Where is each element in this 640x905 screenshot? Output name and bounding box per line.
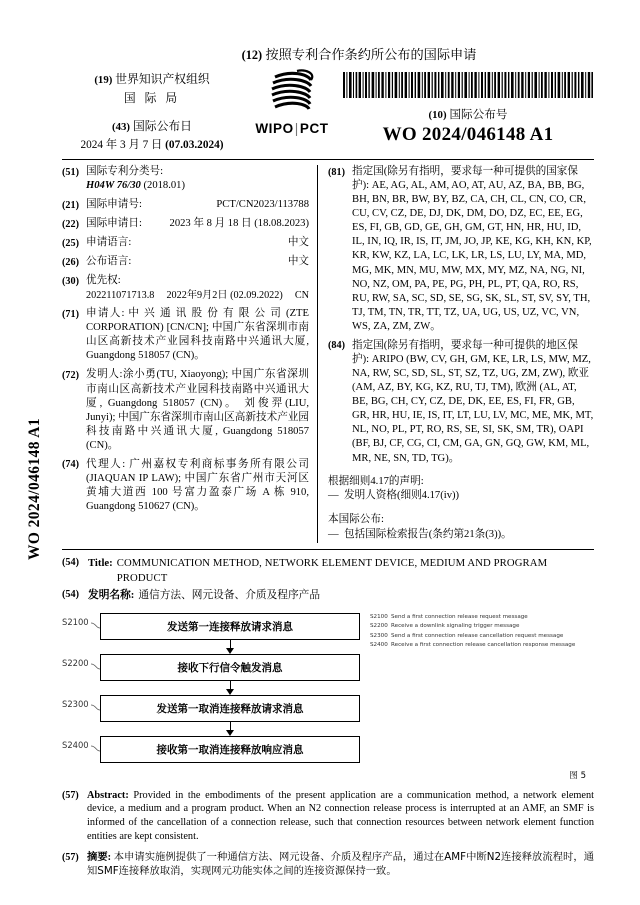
- abstract-en-code: (57): [62, 789, 79, 801]
- header-left: [62, 68, 242, 152]
- field-agent: [62, 458, 309, 514]
- field-ipc: [62, 165, 309, 193]
- figure-caption: 图 5: [569, 770, 586, 781]
- annotation-s2300: [370, 632, 588, 640]
- logo-divider: |: [294, 121, 299, 136]
- flow-arrow-2: [100, 681, 360, 695]
- priority-date: 2022年9月2日 (02.09.2022): [166, 289, 283, 301]
- field-designated-regions-list: ARIPO (BW, CV, GH, GM, KE, LR, LS, MW, MZ, NA, RW, SC, SD, SL, ST, SZ, TZ, UG, ZM, ZW), 欧亚 (AM, AZ, BY, KG, KZ, RU, TJ, TM), 欧洲 (AL, AT, BE, BG, CH, CY, CZ, DE, DK, EE, ES, FI, FR, GB, GR, HR, HU, IE, IS, IT, LT, LU, LV, MC, ME, MK, MT, NL, NO, PL, PT, RO, RS, SE, SI, SK, SM, TR), OAPI (BF, BJ, CF, CG, CI, CM, GA, GN, GQ, GW, KM, ML, MR, NE, SN, TD, TG)。: [352, 354, 594, 464]
- annotation-s2400: [370, 641, 588, 649]
- field-priority-label: 优先权:: [86, 275, 121, 287]
- field-designated-states: [328, 165, 594, 334]
- annotation-code-s2200: S2200: [370, 623, 388, 630]
- publication-number-label: 国际公布号: [449, 108, 508, 121]
- field-publication-language: [62, 255, 309, 269]
- document-type-code: (12): [241, 48, 263, 62]
- title-section: [62, 556, 594, 603]
- title-section-divider: [62, 549, 594, 550]
- field-inventors: [62, 368, 309, 452]
- flow-step-3: 发送第一取消连接释放请求消息: [100, 695, 360, 722]
- field-filing-language-label: 申请语言:: [86, 237, 132, 249]
- international-bureau: 国 际 局: [123, 91, 181, 105]
- header-divider: [62, 159, 594, 160]
- field-ipc-edition: (2018.01): [143, 180, 185, 192]
- organization-name: 世界知识产权组织: [115, 72, 210, 86]
- figure-5: [62, 609, 594, 787]
- field-publication-language-value: 中文: [287, 256, 309, 268]
- declaration-entry: [328, 489, 594, 504]
- title-text-en: COMMUNICATION METHOD, NETWORK ELEMENT DEVICE, MEDIUM AND PROGRAM PRODUCT: [116, 556, 548, 584]
- abstract-zh-text: 本申请实施例提供了一种通信方法、网元设备、介质及程序产品，通过在AMF中断N2连接释放流程时，通知SMF连接释放取消，实现网元功能实体之间的连接资源保持一致。: [87, 851, 594, 877]
- annotation-code-s2100: S2100: [370, 613, 388, 620]
- abstract-zh-label: 摘要:: [87, 852, 112, 864]
- priority-country: CN: [294, 289, 309, 301]
- field-application-number-label: 国际申请号:: [86, 199, 142, 211]
- document-type-text: 按照专利合作条约所公布的国际申请: [265, 47, 477, 62]
- header-grid: [62, 68, 594, 152]
- publication-number-code: (10): [428, 109, 447, 121]
- step-label-s2300: S2300: [62, 698, 89, 709]
- declaration-item-text: 发明人资格(细则4.17(iv)): [344, 490, 460, 502]
- column-divider: [317, 165, 318, 543]
- annotation-text-s2300: Send a first connection release cancellation request message: [391, 632, 564, 639]
- bibliographic-left-column: [62, 165, 317, 543]
- annotation-s2100: [370, 613, 588, 621]
- declaration-dash: —: [328, 490, 339, 502]
- side-publication-number: WO 2024/046148 A1: [26, 417, 43, 560]
- field-inventors-code: (72): [62, 369, 79, 381]
- publication-entry: [328, 528, 594, 543]
- publication-dash: —: [328, 529, 339, 541]
- priority-number: 202211071713.8: [86, 289, 155, 301]
- publication-date-label: 国际公布日: [132, 119, 192, 133]
- publication-date-cn: 2024 年 3 月 7 日: [80, 139, 163, 151]
- publication-date-code: (43): [112, 121, 131, 133]
- field-publication-language-label: 公布语言:: [86, 256, 132, 268]
- abstract-en-text: Provided in the embodiments of the present application are a communication method, a network element device, a medium and a program product. When an N2 connection release process is interrupted at an AMF, an SMF is informed of the cancellation of a connection release, such that connection resources between network element function entities are kept consistent.: [87, 789, 594, 842]
- publication-item-text: 包括国际检索报告(条约第21条(3))。: [344, 529, 512, 541]
- annotation-text-s2100: Send a first connection release request message: [391, 613, 528, 620]
- title-code-zh: (54): [62, 588, 79, 600]
- field-designated-regions-code: (84): [328, 340, 345, 352]
- title-row-zh: [62, 588, 594, 603]
- abstract-section: [62, 789, 594, 878]
- field-applicant-code: (71): [62, 308, 79, 320]
- field-agent-code: (74): [62, 459, 79, 471]
- field-application-date: [62, 217, 309, 231]
- annotation-s2200: [370, 622, 588, 630]
- field-filing-language: [62, 236, 309, 250]
- field-designated-states-list: AE, AG, AL, AM, AO, AT, AU, AZ, BA, BB, BG, BH, BN, BR, BW, BY, BZ, CA, CH, CL, CN, CO, CR, CU, CV, CZ, DE, DJ, DK, DM, DO, DZ, EC, EE, EG, ES, FI, GB, GD, GE, GH, GM, GT, HN, HR, HU, ID, IL, IN, IQ, IR, IS, IT, JM, JO, JP, KE, KG, KH, KN, KP, KR, KW, KZ, LA, LC, LK, LR, LS, LU, LY, MA, MD, MG, MK, MN, MU, MW, MX, MY, MZ, NA, NG, NI, NO, NZ, OM, PA, PE, PG, PH, PL, PT, QA, RO, RS, RU, RW, SA, SC, SD, SE, SG, SK, SL, ST, SV, SY, TH, TJ, TM, TN, TR, TT, TZ, UA, UG, US, UZ, VC, VN, WS, ZA, ZM, ZW。: [352, 180, 592, 332]
- annotation-code-s2400: S2400: [370, 642, 388, 649]
- field-applicant: [62, 307, 309, 363]
- field-application-date-code: (22): [62, 218, 79, 230]
- declaration-heading: 根据细则4.17的声明:: [328, 475, 424, 487]
- field-ipc-label: 国际专利分类号:: [86, 166, 164, 177]
- wipo-logo-text: [242, 121, 342, 136]
- flow-step-4: 接收第一取消连接释放响应消息: [100, 736, 360, 763]
- title-code-en: (54): [62, 556, 79, 568]
- flow-arrow-3: [100, 722, 360, 736]
- flow-step-2: 接收下行信令触发消息: [100, 654, 360, 681]
- field-application-date-value: 2023 年 8 月 18 日 (18.08.2023): [169, 218, 309, 230]
- title-row-en: [62, 556, 594, 586]
- field-application-date-label: 国际申请日:: [86, 218, 142, 230]
- field-filing-language-code: (25): [62, 237, 79, 249]
- abstract-zh-code: (57): [62, 852, 79, 864]
- step-label-s2100: S2100: [62, 616, 89, 627]
- publication-date-label-line: [62, 117, 242, 134]
- pct-wordmark: PCT: [299, 121, 329, 136]
- step-label-s2200: S2200: [62, 657, 89, 668]
- field-application-number-code: (21): [62, 199, 79, 211]
- field-application-number: [62, 198, 309, 212]
- publication-number-value: WO 2024/046148 A1: [382, 124, 554, 145]
- flow-step-1: 发送第一连接释放请求消息: [100, 613, 360, 640]
- figure-annotations: [370, 613, 588, 651]
- field-applicant-text: 申请人: 中 兴 通 讯 股 份 有 限 公 司 (ZTE CORPORATION) [CN/CN]; 中国广东省深圳市南山区高新技术产业园科技南路中兴通讯大厦, Guangdong 518057 (CN)。: [86, 308, 309, 362]
- organization-line: [62, 70, 242, 87]
- barcode: [343, 72, 593, 98]
- publication-heading: 本国际公布:: [328, 514, 384, 526]
- publication-contents-block: [328, 513, 594, 543]
- flowchart: [100, 613, 360, 763]
- declarations-block: [328, 475, 594, 505]
- wipo-wordmark: WIPO: [255, 121, 294, 136]
- field-designated-states-code: (81): [328, 166, 345, 178]
- flow-arrow-1: [100, 640, 360, 654]
- publication-number-label-line: [342, 106, 594, 122]
- field-designated-regions: [328, 339, 594, 466]
- field-priority: [62, 274, 309, 302]
- annotation-text-s2200: Receive a downlink signaling trigger message: [391, 623, 520, 630]
- abstract-en: [62, 789, 594, 843]
- publication-date-iso: (07.03.2024): [165, 139, 224, 151]
- header-right: [342, 68, 594, 146]
- field-ipc-value: H04W 76/30: [86, 180, 141, 192]
- field-agent-text: 代理人: 广州嘉权专利商标事务所有限公司 (JIAQUAN IP LAW); 中国广东省广州市天河区黄埔大道西 100 号富力盈泰广场 A 栋 910, Guangdong 510627 (CN)。: [86, 458, 309, 513]
- step-label-s2400: S2400: [62, 739, 89, 750]
- document-content: [62, 34, 594, 877]
- annotation-text-s2400: Receive a first connection release cancellation response message: [391, 642, 576, 649]
- abstract-en-label: Abstract:: [87, 789, 129, 801]
- field-designated-regions-label: 指定国(除另有指明，要求每一种可提供的地区保护):: [352, 339, 578, 366]
- publication-date-value: [62, 136, 242, 152]
- field-designated-states-label: 指定国(除另有指明，要求每一种可提供的国家保护):: [352, 166, 578, 192]
- annotation-code-s2300: S2300: [370, 632, 388, 639]
- wipo-logo: [242, 68, 342, 136]
- title-label-en: Title:: [88, 556, 113, 569]
- document-type-title: [124, 44, 594, 63]
- bibliographic-right-column: [324, 165, 594, 543]
- organization-code: (19): [94, 74, 113, 86]
- bibliographic-columns: [62, 165, 594, 543]
- field-inventors-text: 发明人:涂小勇(TU, Xiaoyong); 中国广东省深圳市南山区高新技术产业园科技南路中兴通讯大厦, Guangdong 518057 (CN)。 刘俊羿(LIU, Junyi); 中国广东省深圳市南山区高新技术产业园科技南路中兴通讯大厦, Guangdong 518057 (CN)。: [86, 369, 309, 451]
- field-publication-language-code: (26): [62, 256, 79, 268]
- title-label-zh: 发明名称:: [88, 588, 135, 601]
- abstract-zh: [62, 851, 594, 878]
- title-text-zh: 通信方法、网元设备、介质及程序产品: [138, 588, 321, 601]
- field-application-number-value: PCT/CN2023/113788: [216, 199, 309, 211]
- field-ipc-code: (51): [62, 166, 79, 178]
- field-priority-code: (30): [62, 275, 79, 287]
- wipo-swirl-icon: [261, 68, 323, 120]
- field-filing-language-value: 中文: [287, 237, 309, 249]
